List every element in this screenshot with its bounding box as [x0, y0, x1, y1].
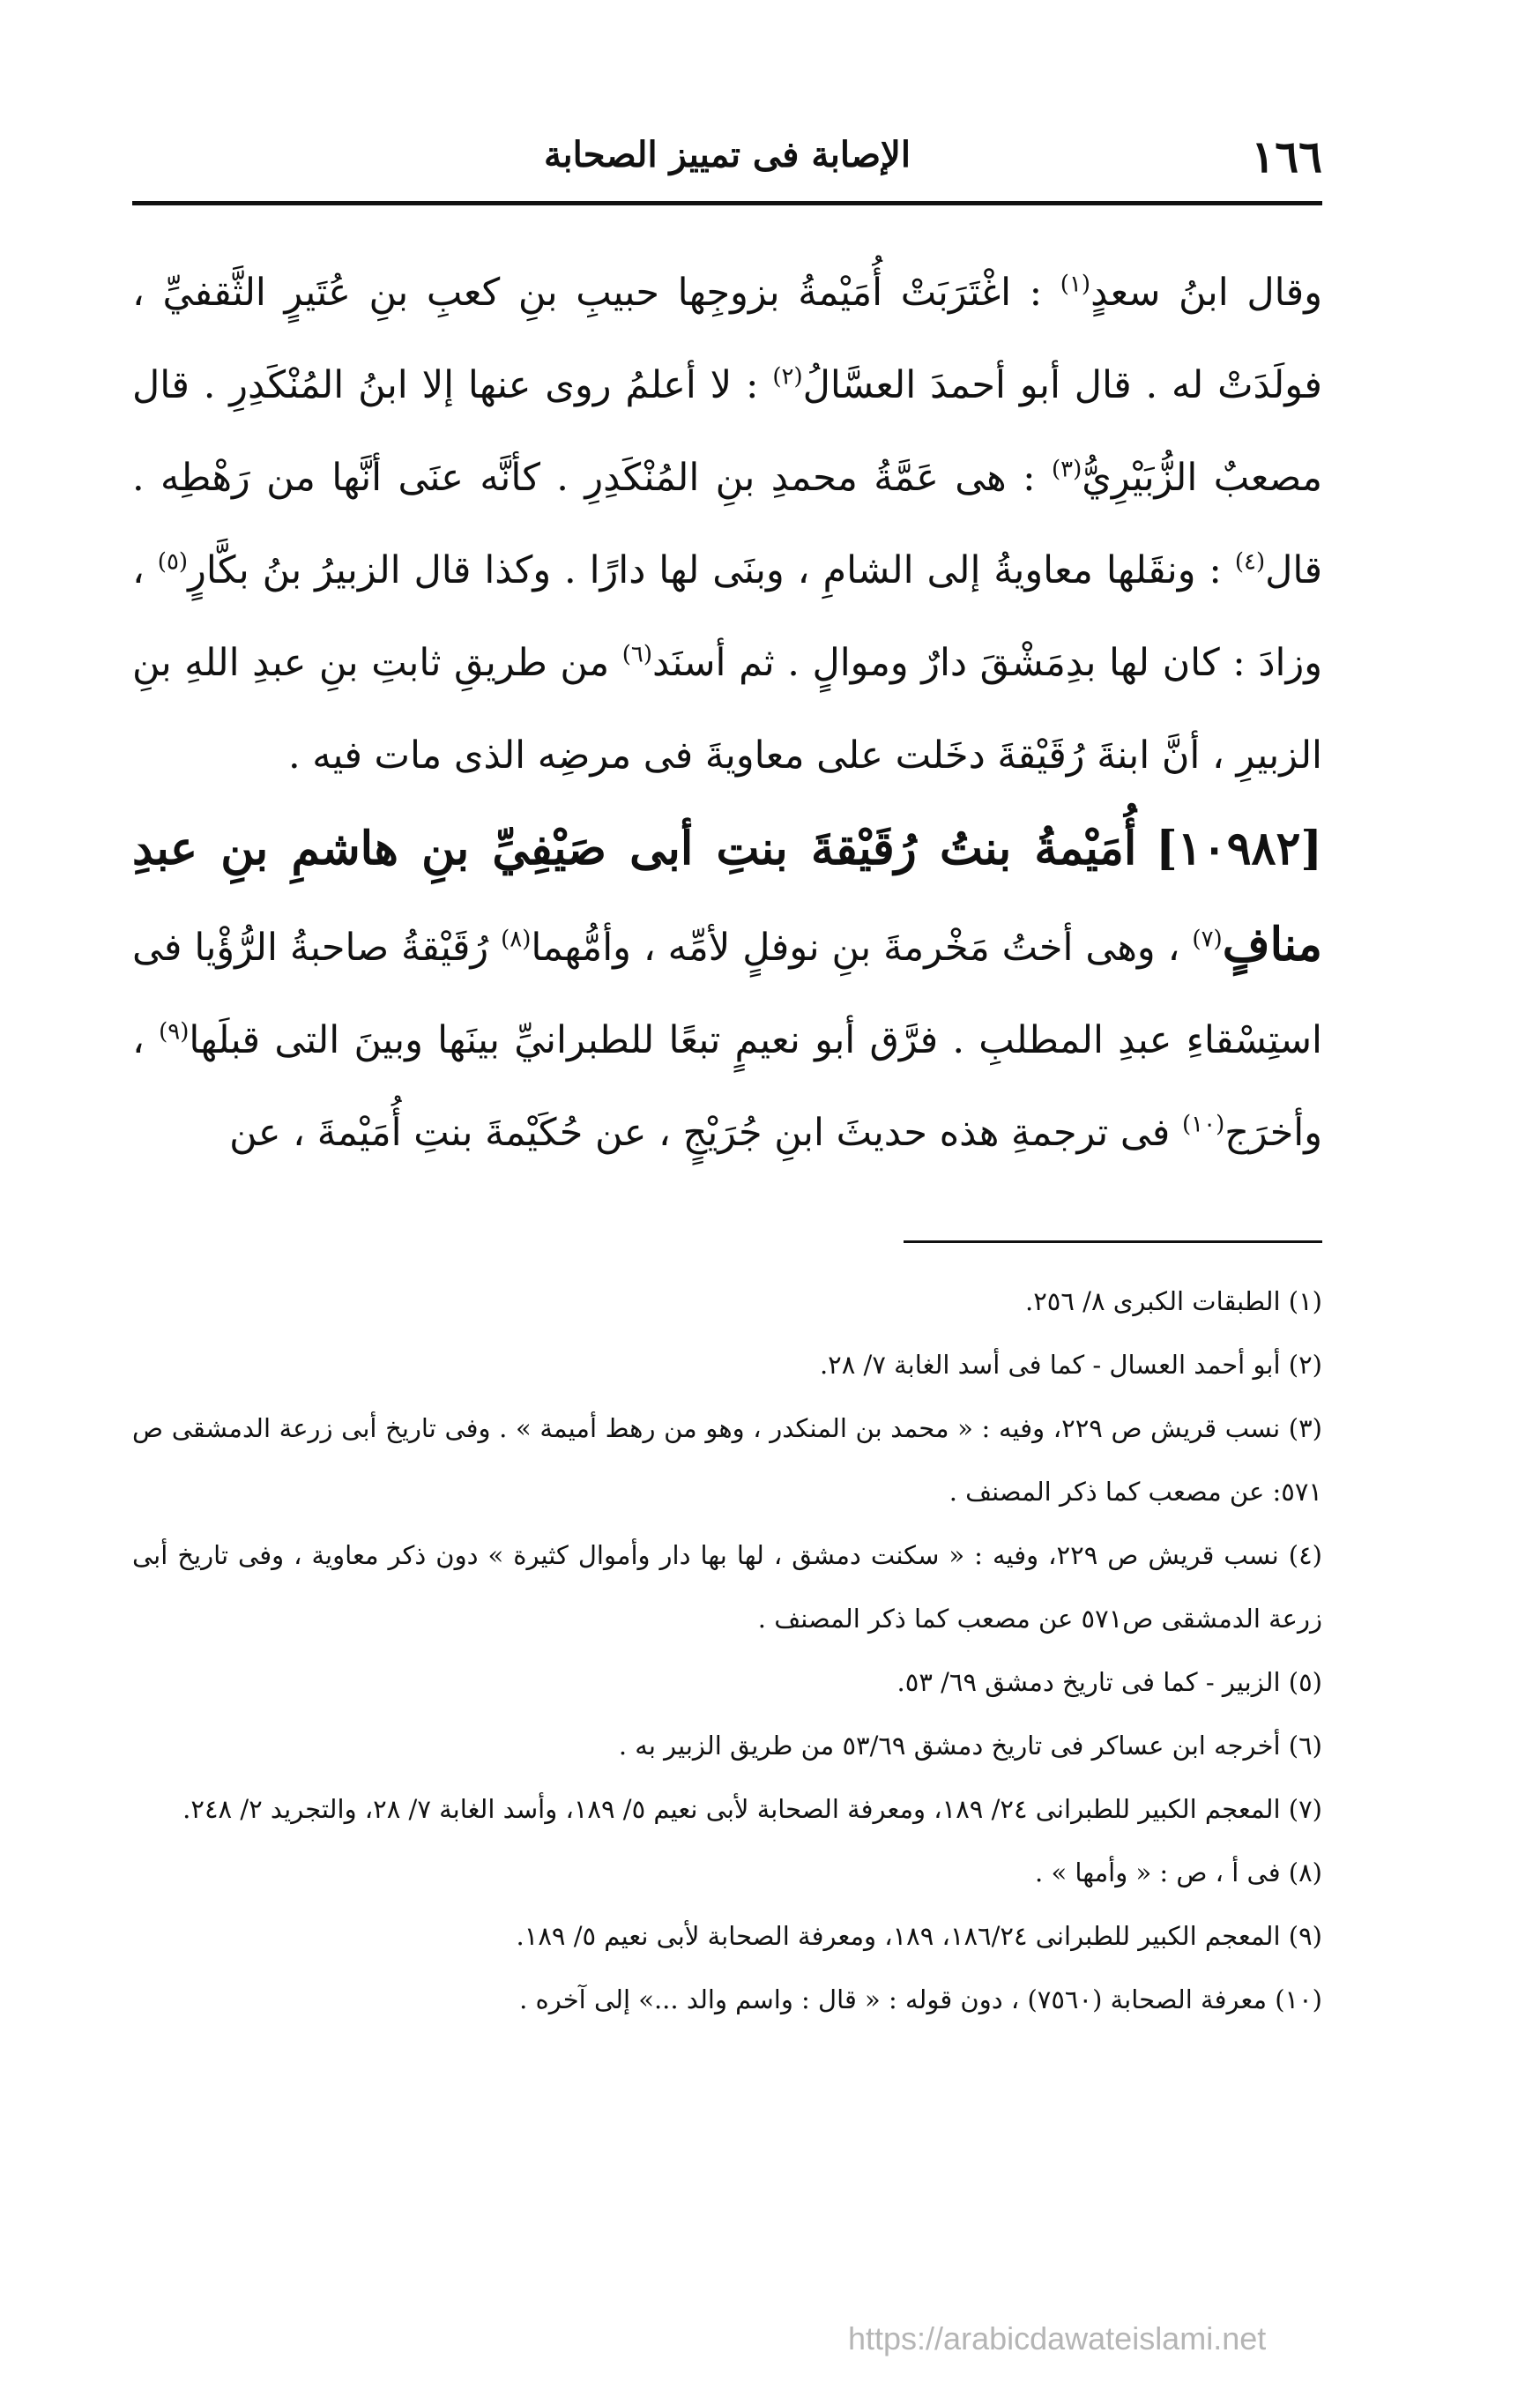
text-run: رُقَيْقةُ صاحبةُ الرُّؤْيا فى استِسْقاءِ عبدِ المطلبِ . فرَّق أبو نعيمٍ تبعًا للطبرانيِّ بينَها وبينَ التى قبلَها: [132, 926, 1322, 1062]
footnote-rule: [904, 1240, 1322, 1243]
footnote-ref-8: (٨): [501, 926, 532, 953]
page-number: ١٦٦: [1251, 130, 1322, 182]
header-rule: [132, 201, 1322, 205]
watermark-url: https://arabicdawateislami.net: [848, 2320, 1267, 2356]
entry-number: [١٠٩٨٢]: [1156, 822, 1322, 875]
text-run: من طريقِ ثابتِ بنِ عبدِ اللهِ بنِ الزبيرِ ، أنَّ ابنةَ رُقَيْقةَ دخَلت على معاويةَ فى مرضِه الذى مات فيه .: [132, 641, 1322, 778]
text-run: ، وهى أختُ مَخْرمةَ بنِ نوفلٍ لأمِّه ، وأمُّهما: [531, 926, 1193, 970]
text-run: : اغْتَرَبَتْ أُمَيْمةُ بزوجِها حبيبِ بنِ كعبِ بنِ عُتَيرٍ الثَّقفيِّ ، فولَدَتْ له . قال أبو أحمدَ العسَّالُ: [132, 271, 1322, 407]
text-run: فى ترجمةِ هذه حديثَ ابنِ جُرَيْجٍ ، عن حُكَيْمةَ بنتِ أُمَيْمةَ ، عن: [229, 1111, 1182, 1155]
footnote-6: (٦) أخرجه ابن عساكر فى تاريخ دمشق ٥٣/٦٩ من طريق الزبير به .: [618, 1731, 1322, 1761]
text-run: : لا أعلمُ روى عنها إلا ابنُ المُنْكَدِرِ . قال مصعبٌ الزُّبَيْرِيُّ: [132, 363, 1322, 500]
entry-10982: [132, 802, 1322, 1180]
footnote-2: (٢) أبو أحمد العسال - كما فى أسد الغابة ٧/ ٢٨.: [819, 1350, 1322, 1380]
footnote-ref-6: (٦): [621, 641, 652, 668]
main-text: [132, 247, 1322, 1180]
footnote-ref-4: (٤): [1234, 548, 1266, 576]
footnote-ref-1: (١): [1060, 271, 1091, 298]
running-title: الإصابة فى تمييز الصحابة: [544, 134, 911, 175]
text-run: : ونقَلها معاويةُ إلى الشامِ ، وبنَى لها دارًا . وكذا قال الزبيرُ بنُ بكَّارٍ: [188, 548, 1235, 592]
footnotes: [132, 1269, 1322, 2031]
footnote-7: (٧) المعجم الكبير للطبرانى ٢٤/ ١٨٩، ومعرفة الصحابة لأبى نعيم ٥/ ١٨٩، وأسد الغابة ٧/ ٢٨، والتجريد ٢/ ٢٤٨.: [182, 1794, 1322, 1824]
footnote-ref-7: (٧): [1192, 926, 1223, 953]
text-run: وقال ابنُ سعدٍ: [1090, 271, 1323, 315]
footnote-3: (٣) نسب قريش ص ٢٢٩، وفيه : « محمد بن المنكدر ، وهو من رهط أميمة » . وفى تاريخ أبى زرعة الدمشقى ص ٥٧١: عن مصعب كما ذكر المصنف .: [132, 1413, 1322, 1507]
footnote-9: (٩) المعجم الكبير للطبرانى ١٨٦/٢٤، ١٨٩، ومعرفة الصحابة لأبى نعيم ٥/ ١٨٩.: [516, 1921, 1322, 1951]
text-run: : هى عَمَّةُ محمدِ بنِ المُنْكَدِرِ . كأنَّه عنَى أنَّها من رَهْطِه . قال: [132, 456, 1323, 592]
footnote-5: (٥) الزبير - كما فى تاريخ دمشق ٦٩/ ٥٣.: [896, 1667, 1322, 1697]
footnote-ref-5: (٥): [157, 548, 189, 576]
text-run: ، وزادَ : كان لها بدِمَشْقَ دارٌ وموالٍ . ثم أسنَد: [132, 548, 1322, 685]
footnote-8: (٨) فى أ ، ص : « وأمها » .: [1035, 1858, 1322, 1887]
footnote-1: (١) الطبقات الكبرى ٨/ ٢٥٦.: [1024, 1286, 1322, 1316]
footnote-ref-2: (٢): [772, 363, 803, 391]
page-header: [132, 123, 1322, 194]
footnote-10: (١٠) معرفة الصحابة (٧٥٦٠) ، دون قوله : « قال : واسم والد ...» إلى آخره .: [519, 1984, 1322, 2014]
footnote-ref-9: (٩): [159, 1018, 190, 1046]
footnote-4: (٤) نسب قريش ص ٢٢٩، وفيه : « سكنت دمشق ، لها بها دار وأموال كثيرة » دون ذكر معاوية ، وفى تاريخ أبى زرعة الدمشقى ص٥٧١ عن مصعب كما ذكر المصنف .: [132, 1540, 1322, 1634]
footnote-ref-3: (٣): [1051, 456, 1082, 483]
text-run: ، وأخرَج: [132, 1018, 1322, 1155]
entry-name: أُمَيْمةُ بنتُ رُقَيْقةَ بنتِ أبى صَيْفِيِّ بنِ هاشمِ بنِ عبدِ منافٍ: [132, 822, 1322, 972]
footnote-ref-10: (١٠): [1181, 1111, 1225, 1138]
paragraph-umaymah-1: [132, 247, 1322, 802]
